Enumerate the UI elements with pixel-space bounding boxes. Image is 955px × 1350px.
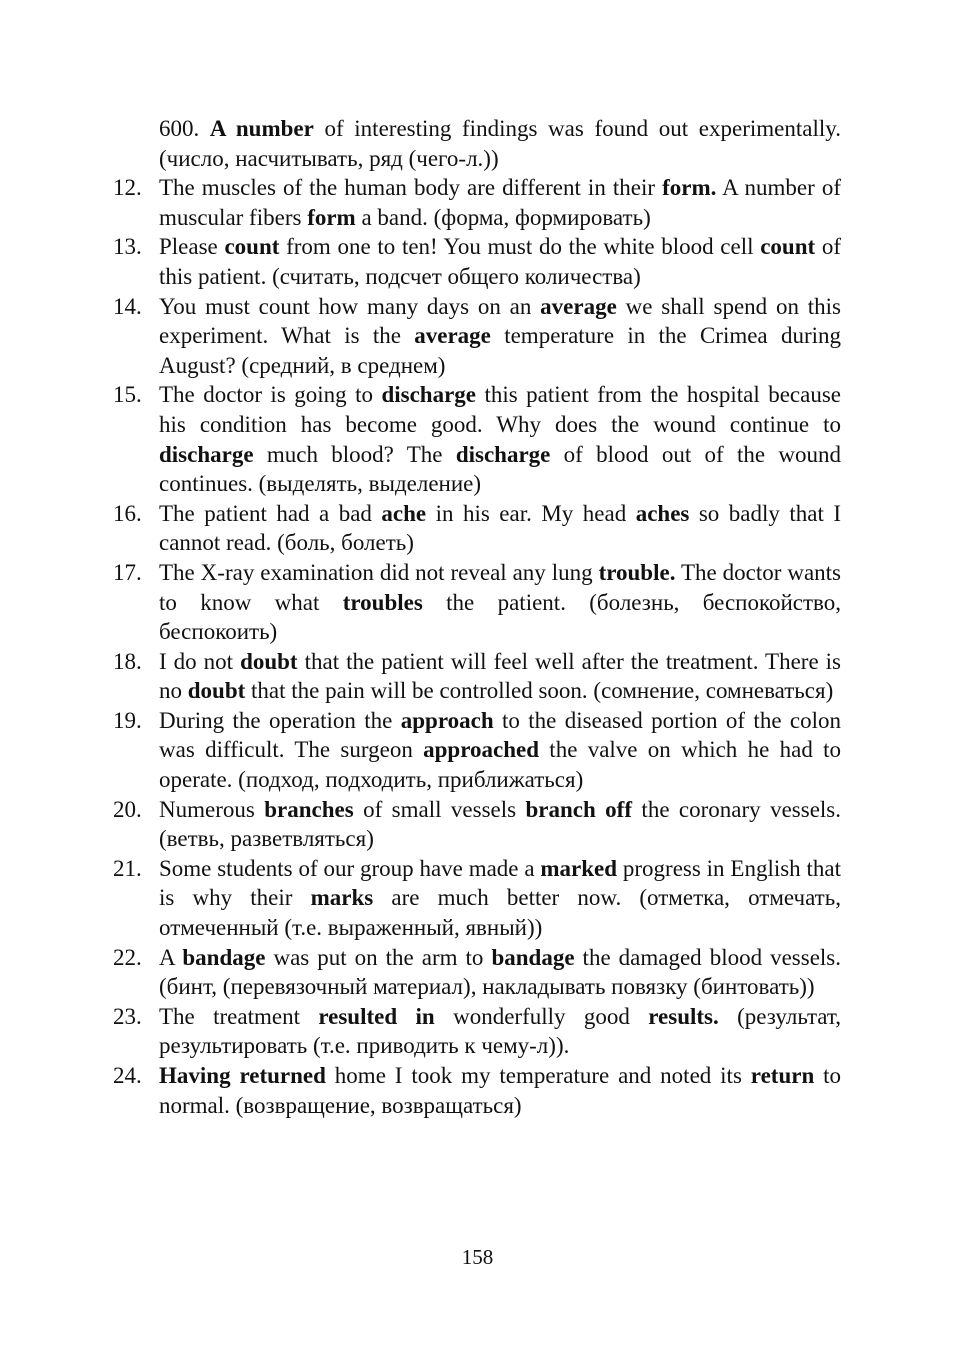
sentence-text: home I took my temperature and noted its bbox=[325, 1063, 751, 1088]
item-number: 21. bbox=[113, 855, 142, 881]
exercise-item bbox=[113, 647, 841, 706]
sentence-text: we shall spend on this experiment. What is the bbox=[159, 293, 841, 349]
highlighted-term: branches bbox=[264, 796, 354, 822]
exercise-item bbox=[113, 380, 841, 498]
item-number: 15. bbox=[113, 382, 142, 408]
highlighted-term: form. bbox=[662, 175, 717, 201]
exercise-item bbox=[113, 854, 841, 943]
highlighted-term: results. bbox=[648, 1003, 719, 1029]
sentence-text: I do not bbox=[159, 648, 241, 674]
highlighted-term: approached bbox=[423, 737, 540, 763]
highlighted-term: return bbox=[750, 1063, 815, 1088]
item-number: 22. bbox=[113, 944, 142, 970]
sentence-text: A number of muscular fibers bbox=[159, 175, 841, 230]
highlighted-term: discharge bbox=[159, 441, 254, 467]
highlighted-term: marks bbox=[310, 885, 374, 911]
exercise-item bbox=[113, 173, 841, 232]
highlighted-term: troubles bbox=[342, 589, 423, 615]
exercise-item bbox=[113, 1061, 841, 1120]
sentence-text: the coronary vessels. (ветвь, разветвляться) bbox=[159, 796, 841, 852]
item-number: 18. bbox=[113, 648, 142, 674]
sentence-text: a band. (форма, формировать) bbox=[355, 204, 651, 230]
highlighted-term: ache bbox=[381, 500, 427, 526]
sentence-text: so badly that I cannot read. (боль, болеть) bbox=[159, 500, 841, 556]
sentence-text: the patient. (болезнь, беспокойство, беспокоить) bbox=[159, 589, 841, 645]
sentence-text: The doctor is going to bbox=[159, 382, 382, 408]
sentence-text: in his ear. My head bbox=[426, 500, 636, 526]
highlighted-term: A number bbox=[209, 116, 314, 141]
item-number: 17. bbox=[113, 559, 142, 585]
sentence-text: of small vessels bbox=[353, 796, 526, 822]
highlighted-term: marked bbox=[540, 855, 618, 881]
sentence-text: The doctor wants to know what bbox=[159, 559, 841, 615]
exercise-item bbox=[113, 292, 841, 381]
sentence-text: that the pain will be controlled soon. (сомнение, сомневаться) bbox=[245, 678, 834, 704]
highlighted-term: average bbox=[414, 323, 491, 349]
highlighted-term: average bbox=[540, 293, 617, 319]
sentence-text: Numerous bbox=[159, 796, 265, 822]
highlighted-term: Having returned bbox=[159, 1063, 326, 1088]
item-number: 20. bbox=[113, 796, 142, 822]
highlighted-term: count bbox=[224, 234, 280, 260]
item-number: 24. bbox=[113, 1063, 142, 1088]
exercise-item bbox=[113, 1002, 841, 1061]
sentence-text: progress in English that is why their bbox=[159, 855, 841, 911]
sentence-text: this patient from the hospital because his condition has become good. Why does the wound continue to bbox=[159, 382, 841, 437]
sentence-text: The patient had a bad bbox=[159, 500, 382, 526]
sentence-text: You must count how many days on an bbox=[159, 293, 541, 319]
highlighted-term: form bbox=[307, 204, 356, 230]
highlighted-term: aches bbox=[635, 500, 690, 526]
highlighted-term: count bbox=[760, 234, 816, 260]
highlighted-term: resulted in bbox=[318, 1003, 435, 1029]
sentence-text: (результат, результировать (т.е. приводить к чему-л)). bbox=[159, 1003, 841, 1059]
item-number: 12. bbox=[113, 175, 142, 201]
exercise-item bbox=[113, 943, 841, 1002]
sentence-text: During the operation the bbox=[159, 707, 401, 733]
exercise-item bbox=[113, 499, 841, 558]
exercise-item bbox=[113, 114, 841, 173]
exercise-item bbox=[113, 795, 841, 854]
sentence-text: The muscles of the human body are different in their bbox=[159, 175, 663, 201]
sentence-text: The X-ray examination did not reveal any lung bbox=[159, 559, 599, 585]
sentence-text: from one to ten! You must do the white blood cell bbox=[279, 234, 761, 260]
highlighted-term: discharge bbox=[381, 382, 476, 408]
sentence-text: Some students of our group have made a bbox=[159, 855, 541, 881]
sentence-text: wonderfully good bbox=[434, 1003, 649, 1029]
page-number: 158 bbox=[461, 1245, 494, 1269]
sentence-text: to normal. (возвращение, возвращаться) bbox=[159, 1063, 842, 1118]
sentence-text: A bbox=[159, 944, 183, 970]
item-number: 13. bbox=[113, 234, 142, 260]
sentence-text: the valve on which he had to operate. (подход, подходить, приближаться) bbox=[159, 737, 842, 793]
sentence-text: of this patient. (считать, подсчет общего количества) bbox=[159, 234, 841, 289]
item-number: 19. bbox=[113, 707, 142, 733]
sentence-text: 600. bbox=[159, 116, 210, 141]
sentence-text: The treatment bbox=[159, 1003, 319, 1029]
highlighted-term: bandage bbox=[182, 944, 266, 970]
sentence-text: was put on the arm to bbox=[265, 944, 492, 970]
exercise-item bbox=[113, 706, 841, 795]
exercise-item bbox=[113, 232, 841, 291]
highlighted-term: discharge bbox=[455, 441, 551, 467]
sentence-text: that the patient will feel well after the treatment. There is no bbox=[159, 648, 841, 704]
sentence-text: the damaged blood vessels. (бинт, (перевязочный материал), накладывать повязку (бинтовать)) bbox=[159, 944, 842, 1000]
sentence-text: to the diseased portion of the colon was difficult. The surgeon bbox=[159, 707, 842, 763]
sentence-text: temperature in the Crimea during August? (средний, в среднем) bbox=[159, 323, 841, 378]
sentence-text: Please bbox=[159, 234, 225, 260]
highlighted-term: doubt bbox=[240, 648, 298, 674]
item-number: 14. bbox=[113, 293, 142, 319]
highlighted-term: bandage bbox=[491, 944, 575, 970]
sentence-text: of interesting findings was found out experimentally. (число, насчитывать, ряд (чего-л.)) bbox=[159, 116, 842, 171]
highlighted-term: branch off bbox=[525, 796, 633, 822]
highlighted-term: approach bbox=[400, 707, 494, 733]
exercise-item bbox=[113, 558, 841, 647]
exercise-list bbox=[113, 114, 841, 1120]
highlighted-term: doubt bbox=[187, 678, 246, 704]
item-number: 16. bbox=[113, 500, 142, 526]
highlighted-term: trouble. bbox=[598, 559, 676, 585]
sentence-text: are much better now. (отметка, отмечать, отмеченный (т.е. выраженный, явный)) bbox=[159, 885, 841, 941]
sentence-text: of blood out of the wound continues. (выделять, выделение) bbox=[159, 441, 841, 497]
item-number: 23. bbox=[113, 1003, 142, 1029]
sentence-text: much blood? The bbox=[253, 441, 456, 467]
